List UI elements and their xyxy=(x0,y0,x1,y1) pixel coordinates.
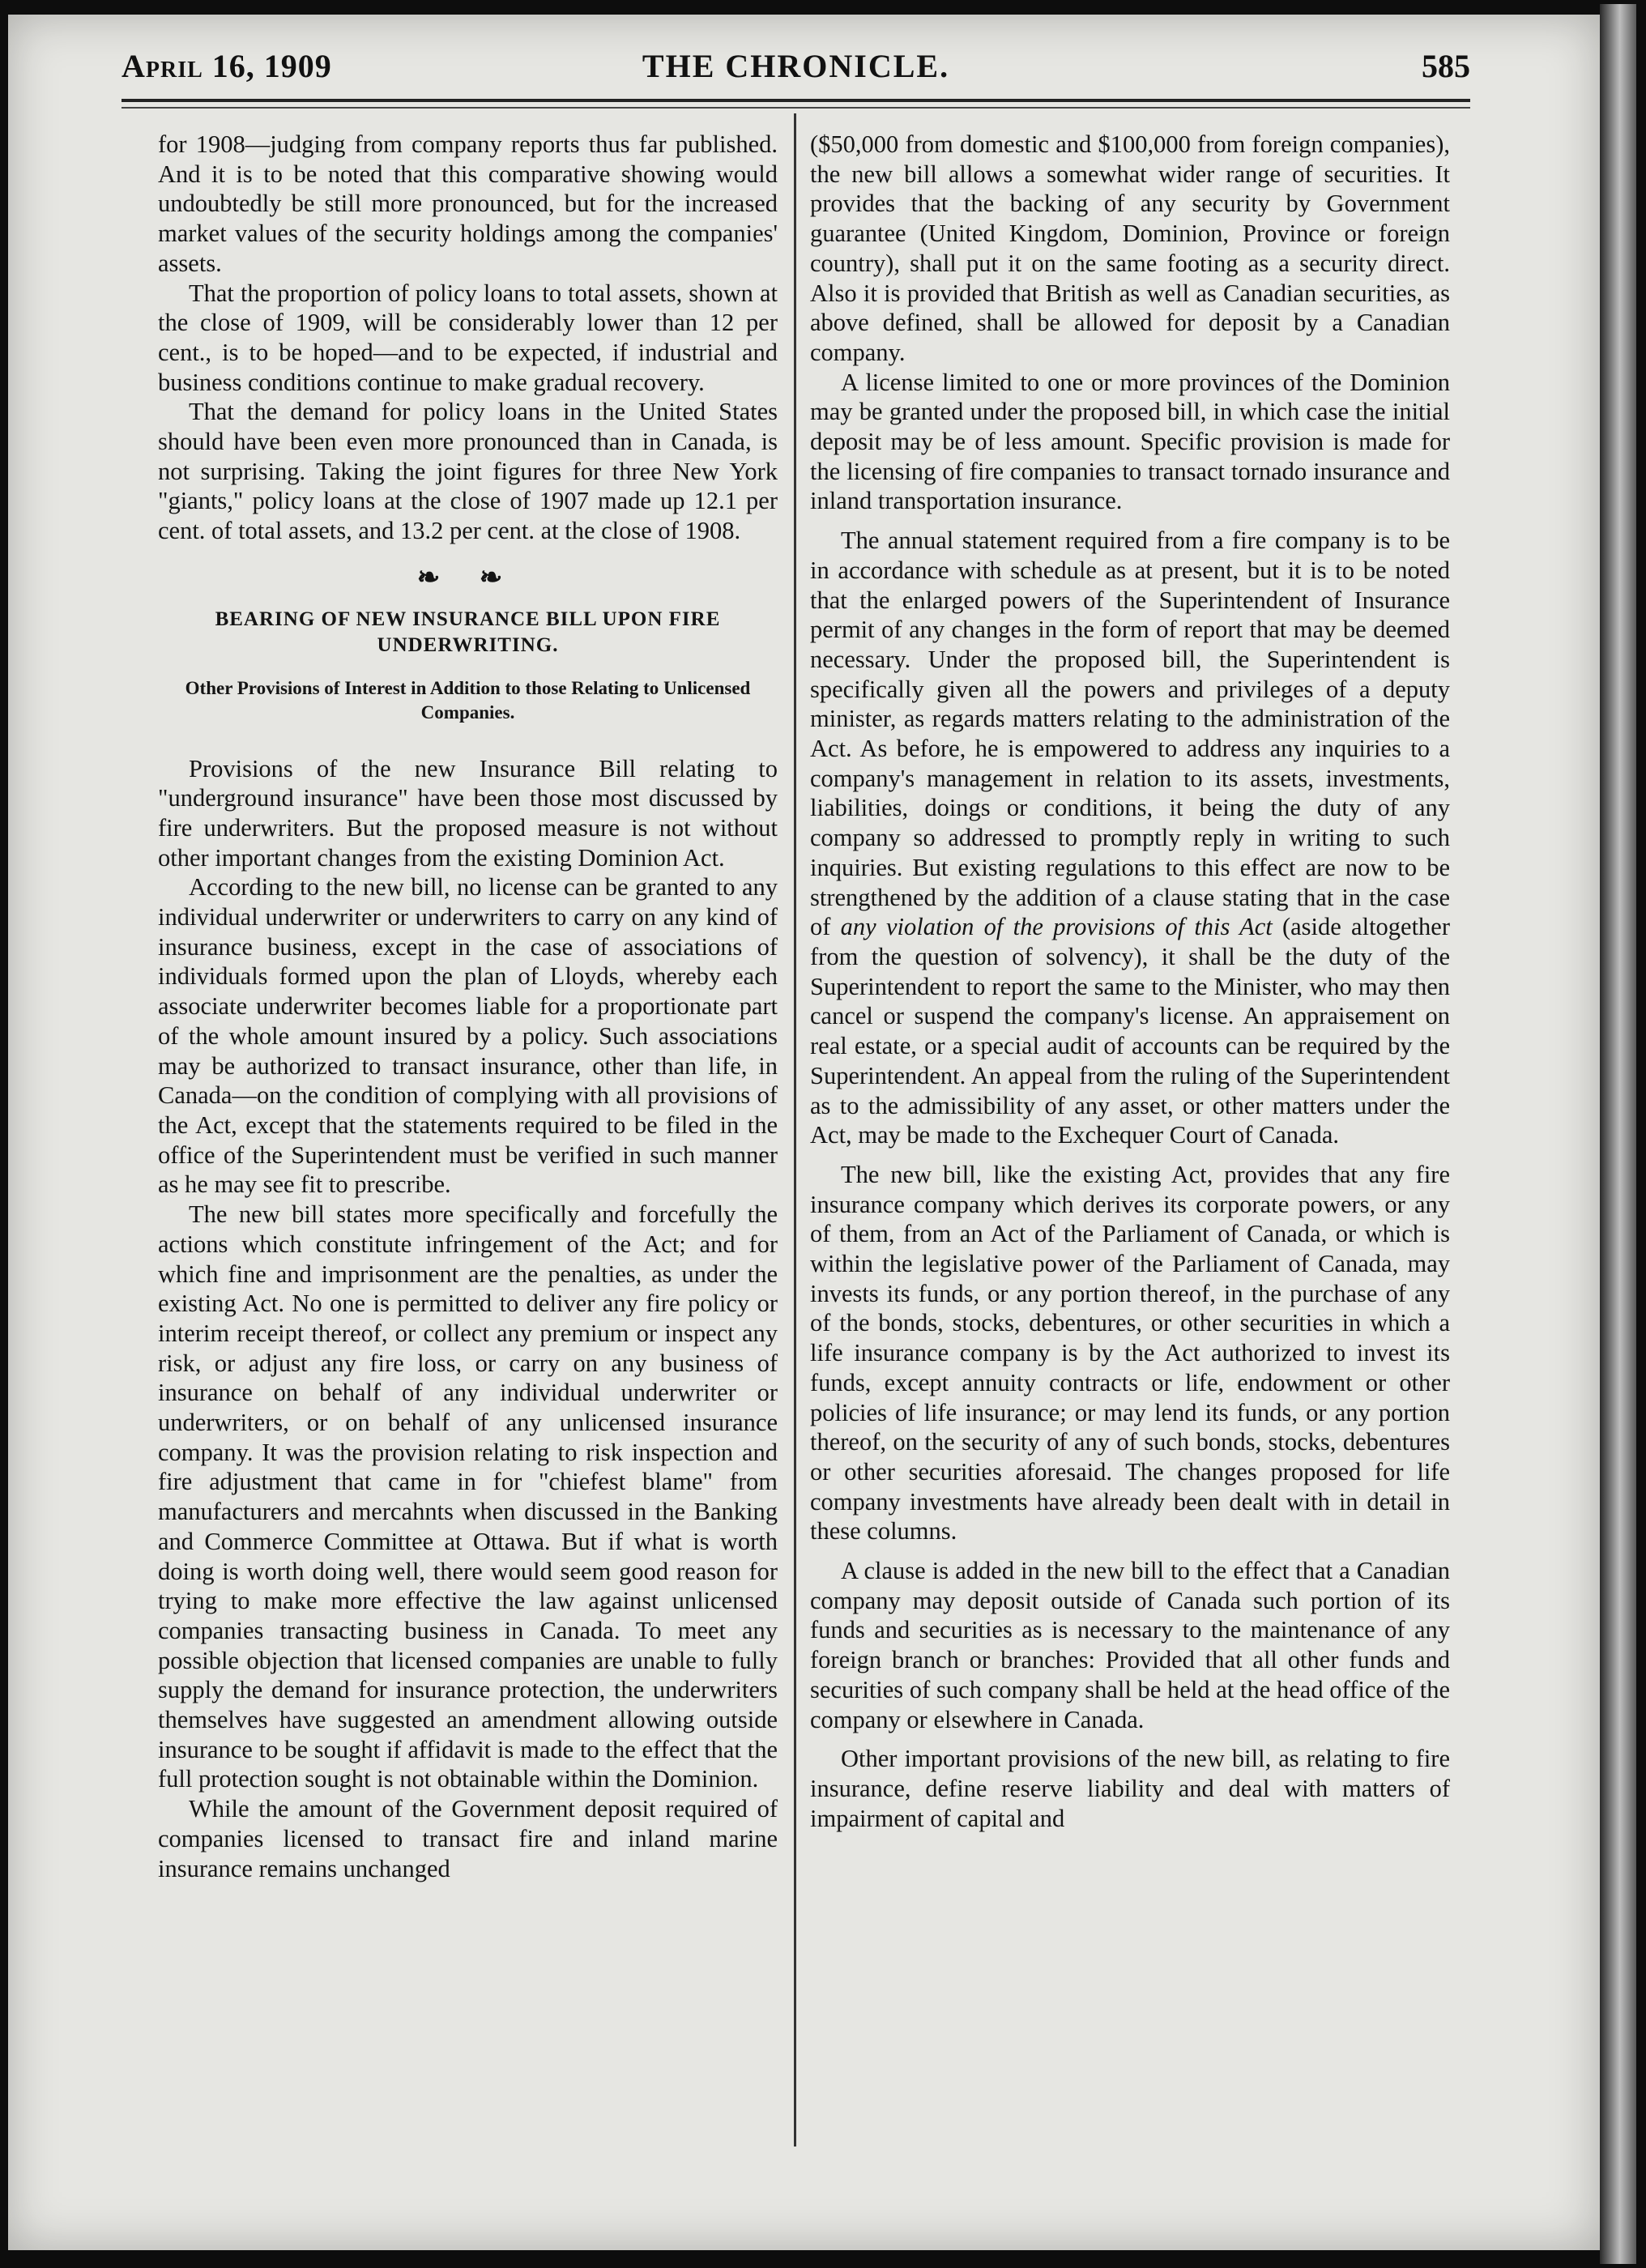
paragraph: A license limited to one or more provinces of the Dominion may be granted under the proposed bill, in which case the initial deposit may be of less amount. Specific provision is made for the licensing of fire companies to transact tornado insurance and inland transportation insurance. xyxy=(810,368,1450,515)
column-divider xyxy=(794,113,796,2146)
paragraph-text: The annual statement required from a fire company is to be in accordance with schedule as at present, but it is to be noted that the enlarged powers of the Superintendent of Insurance permit of any changes in the form of report that may be deemed necessary. Under the proposed bill, the Superintendent is specifically given all the powers and privileges of a deputy minister, as regards matters relating to the administration of the Act. As before, he is empowered to address any inquiries to a company's management in relation to its assets, investments, liabilities, doings or conditions, it being the duty of any company so addressed to promptly reply in writing to such inquiries. But existing regulations to this effect are now to be strengthened by the addition of a clause stating that in the case of xyxy=(810,526,1450,941)
paragraph: ($50,000 from domestic and $100,000 from foreign companies), the new bill allows a somewhat wider range of securities. It provides that the backing of any security by Government guarantee (United Kingdom, Dominion, Province or foreign country), shall put it on the same footing as a security direct. Also it is provided that British as well as Canadian securities, as above defined, shall be allowed for deposit by a Canadian company. xyxy=(810,130,1450,366)
paragraph: Other important provisions of the new bill, as relating to fire insurance, define reserve liability and deal with matters of impairment of capital and xyxy=(810,1745,1450,1832)
paragraph: That the demand for policy loans in the United States should have been even more pronounced than in Canada, is not surprising. Taking the joint figures for three New York "giants," policy loans at the close of 1907 made up 12.1 per cent. of total assets, and 13.2 per cent. at the close of 1908. xyxy=(158,398,778,545)
paragraph: According to the new bill, no license can be granted to any individual underwriter or underwriters to carry on any kind of insurance business, except in the case of associations of individuals formed upon the plan of Lloyds, whereby each associate underwriter becomes liable for a proportionate part of the whole amount insured by a policy. Such associations may be authorized to transact insurance, other than life, in Canada—on the condition of complying with all provisions of the Act, except that the statements required to be filed in the office of the Superintendent must be verified in such manner as he may see fit to prescribe. xyxy=(158,873,778,1199)
paragraph: Provisions of the new Insurance Bill relating to "underground insurance" have been those most discussed by fire underwriters. But the proposed measure is not without other important changes from the existing Dominion Act. xyxy=(158,754,778,872)
paragraph: A clause is added in the new bill to the effect that a Canadian company may deposit outside of Canada such portion of its funds and securities as is necessary to the maintenance of any foreign branch or branches: Provided that all other funds and securities of such company shall be held at the head office of the company or elsewhere in Canada. xyxy=(810,1557,1450,1733)
paragraph-text: (aside altogether from the question of solvency), it shall be the duty of the Superintendent to report the same to the Minister, who may then cancel or suspend the company's license. An appraisement on real estate, or a special audit of accounts can be required by the Superintendent. An appeal from the ruling of the Superintendent as to the admissibility of any asset, or other matters under the Act, may be made to the Exchequer Court of Canada. xyxy=(810,913,1450,1149)
article-subheading: Other Provisions of Interest in Addition to those Relating to Unlicensed Companies. xyxy=(185,677,751,723)
section-ornament: ❧ ❧ xyxy=(416,562,519,593)
header-rule-thin xyxy=(122,107,1470,109)
article-heading: BEARING OF NEW INSURANCE BILL UPON FIRE UNDERWRITING. xyxy=(215,608,721,656)
page-number: 585 xyxy=(1422,48,1470,84)
paragraph: While the amount of the Government deposit required of companies licensed to transact fire and inland marine insurance remains unchanged xyxy=(158,1795,778,1882)
paragraph xyxy=(810,526,1450,1150)
paragraph: The new bill states more specifically and forcefully the actions which constitute infringement of the Act; and for which fine and imprisonment are the penalties, as under the existing Act. No one is permitted to deliver any fire policy or interim receipt thereof, or collect any premium or inspect any risk, or adjust any fire loss, or carry on any business of insurance on behalf of any individual underwriter or underwriters, or on behalf of any unlicensed insurance company. It was the provision relating to risk inspection and fire adjustment that came in for "chiefest blame" from manufacturers and mercahnts when discussed in the Banking and Commerce Committee at Ottawa. But if what is worth doing is worth doing well, there would seem good reason for trying to make more effective the law against unlicensed companies transacting business in Canada. To meet any possible objection that licensed companies are unable to fully supply the demand for insurance protection, the underwriters themselves have suggested an amendment allowing outside insurance to be sought if affidavit is made to the effect that the full protection sought is not obtainable within the Dominion. xyxy=(158,1200,778,1793)
paragraph: The new bill, like the existing Act, provides that any fire insurance company which derives its corporate powers, or any of them, from an Act of the Parliament of Canada, or which is within the legislative power of the Parliament of Canada, may invests its funds, or any portion thereof, in the purchase of any of the bonds, stocks, debentures, or other securities in which a life insurance company is by the Act authorized to invest its funds, except annuity contracts or life, endowment or other policies of life insurance; or may lend its funds, or any portion thereof, on the security of any of such bonds, stocks, debentures or other securities aforesaid. The changes proposed for life company investments have already been dealt with in detail in these columns. xyxy=(810,1160,1450,1545)
left-column xyxy=(158,130,778,1883)
page-header xyxy=(122,40,1470,97)
publication-title: THE CHRONICLE. xyxy=(642,48,950,84)
issue-date: April 16, 1909 xyxy=(122,48,332,84)
right-column xyxy=(810,130,1450,1833)
paragraph: for 1908—judging from company reports thus far published. And it is to be noted that this comparative showing would undoubtedly be still more pronounced, but for the increased market values of the security holdings among the companies' assets. xyxy=(158,130,778,277)
italic-phrase: any violation of the provisions of this Act xyxy=(840,913,1273,941)
binding-edge xyxy=(1600,4,1636,2264)
paragraph: That the proportion of policy loans to total assets, shown at the close of 1909, will be considerably lower than 12 per cent., is to be hoped—and to be expected, if industrial and business conditions continue to make gradual recovery. xyxy=(158,279,778,396)
header-rule xyxy=(122,99,1470,102)
